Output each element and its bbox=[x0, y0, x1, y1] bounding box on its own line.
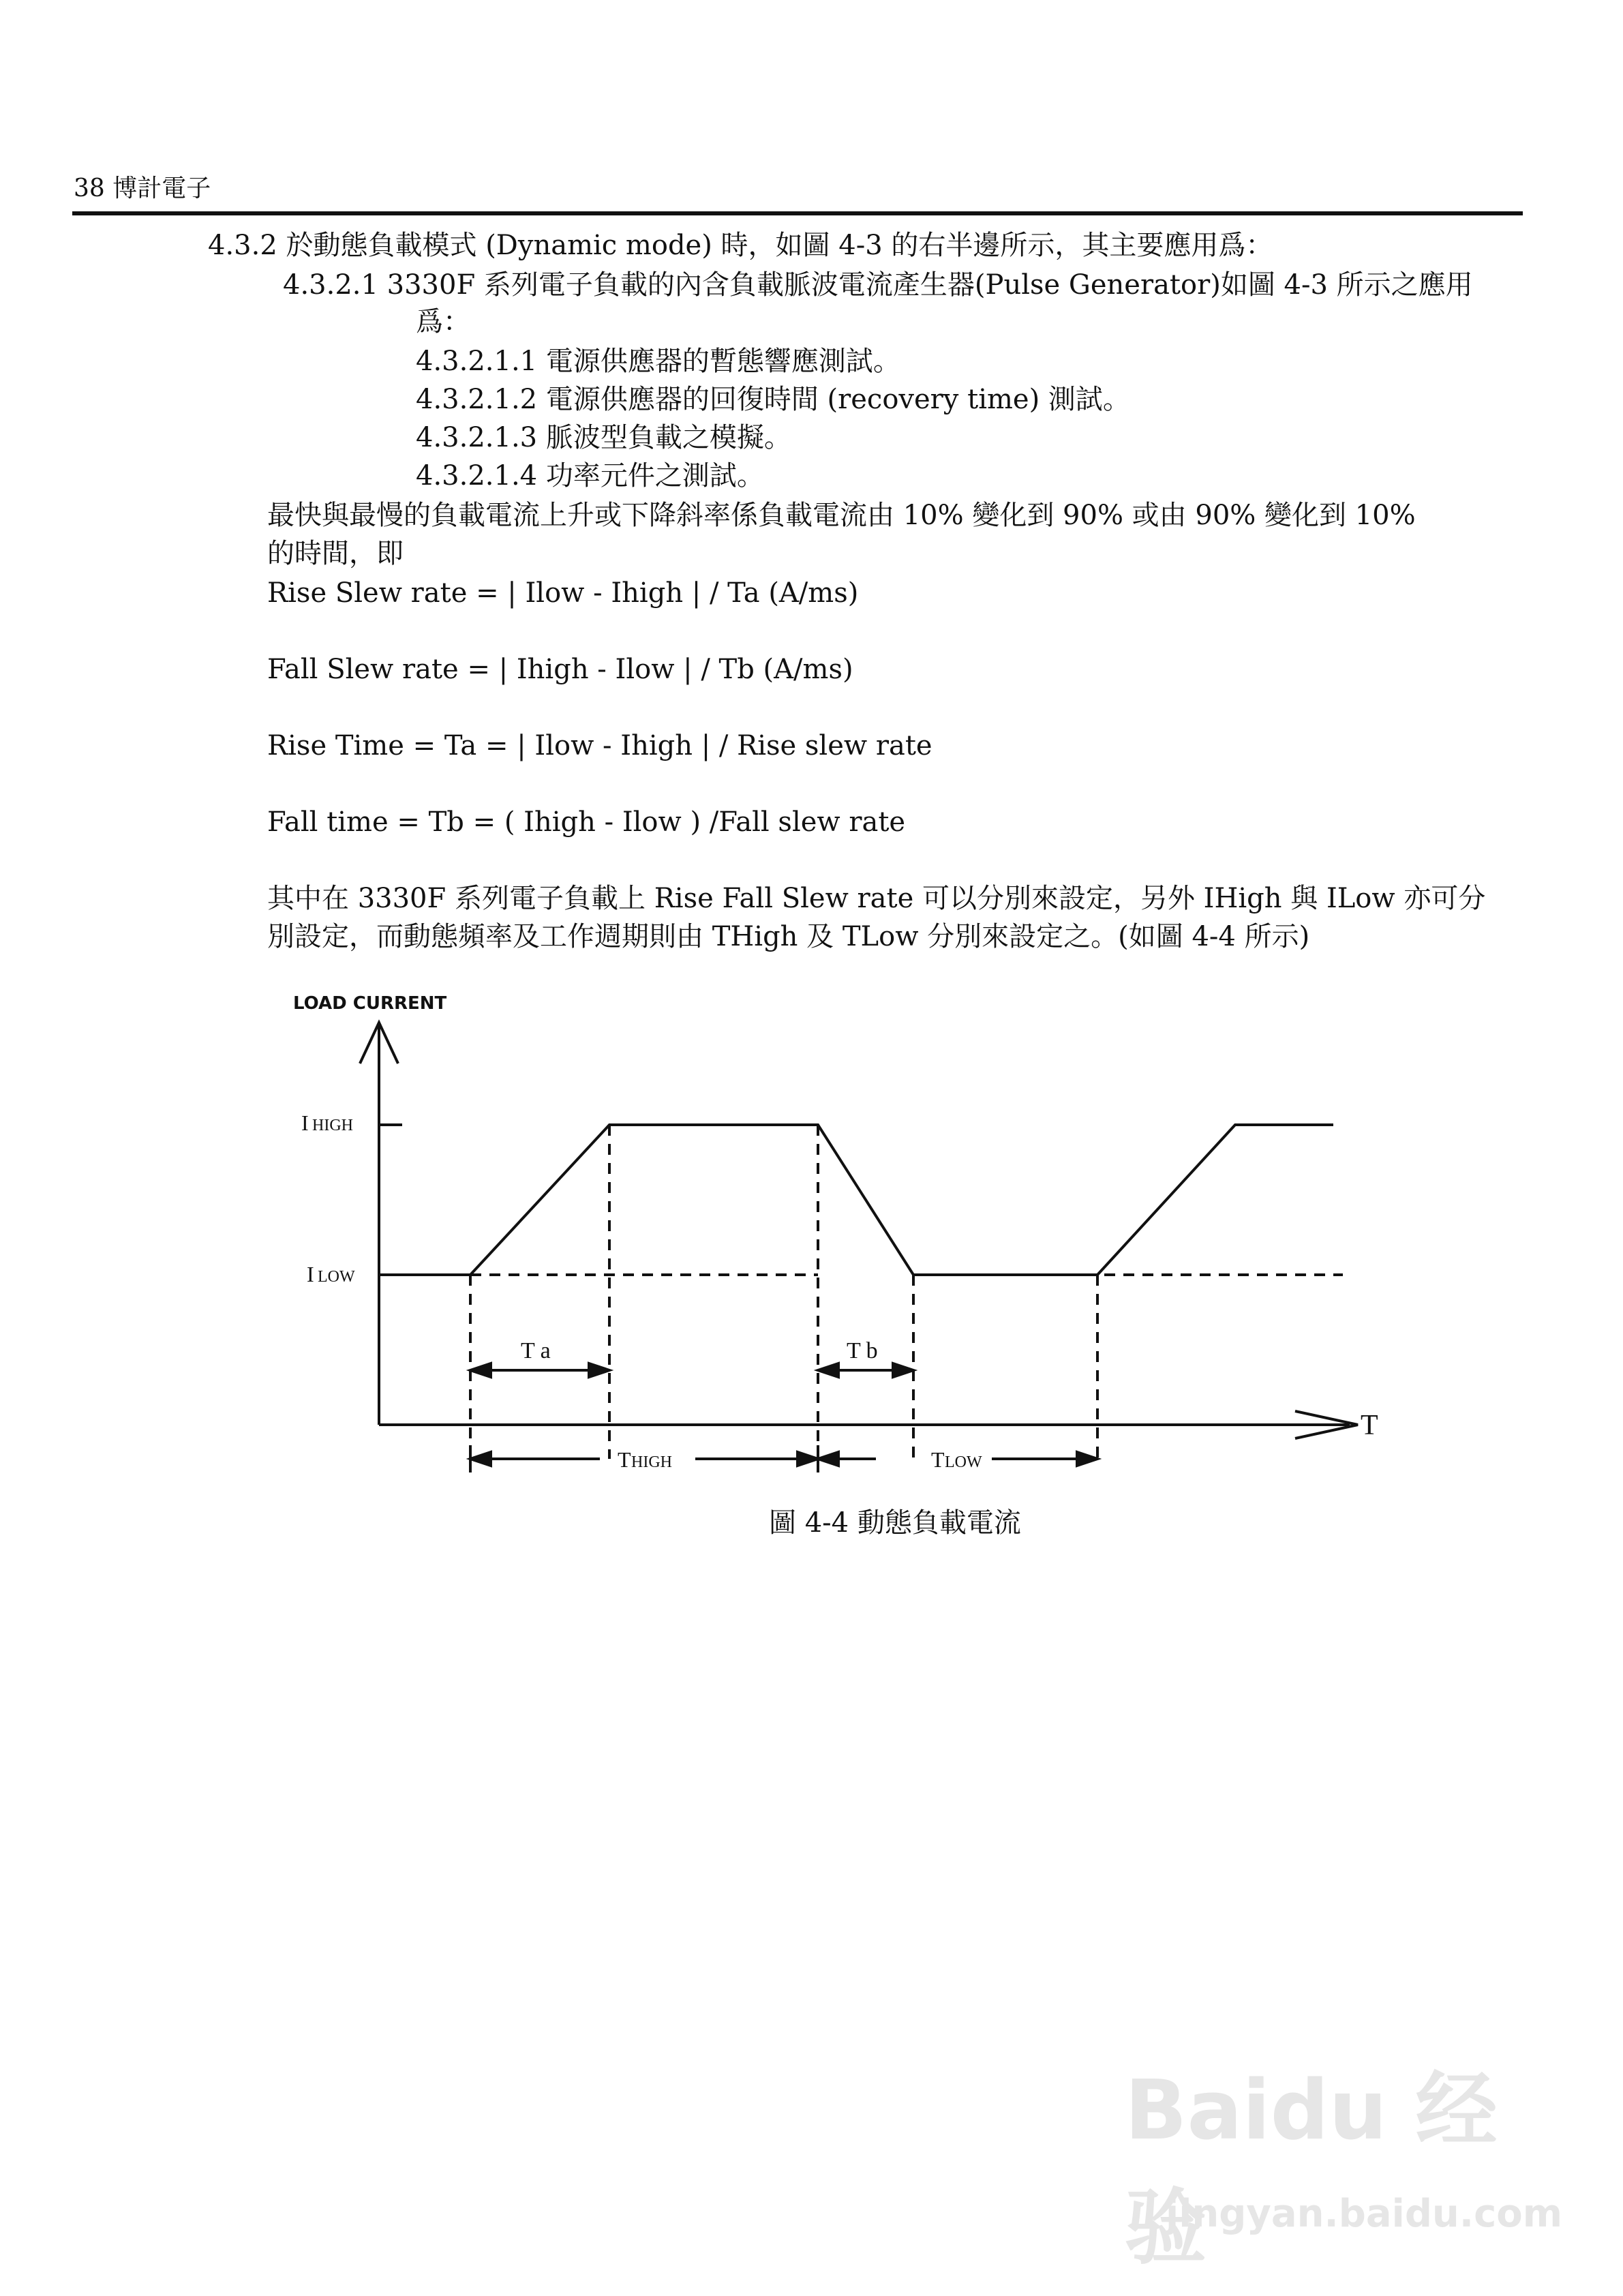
list-item: 4.3.2.1.2 電源供應器的回復時間 (recovery time) 測試。 bbox=[416, 384, 1130, 415]
thigh-arrow-left bbox=[470, 1452, 491, 1466]
ihigh-label-sub: HIGH bbox=[312, 1117, 353, 1134]
section-heading: 4.3.2 於動態負載模式 (Dynamic mode) 時，如圖 4-3 的右半邊所示，其主要應用爲： bbox=[208, 230, 1273, 261]
list-item: 4.3.2.1.3 脈波型負載之模擬。 bbox=[416, 422, 791, 453]
tb-arrow-right bbox=[893, 1363, 913, 1377]
current-waveform bbox=[379, 1125, 1333, 1275]
formula-fall-time: Fall time = Tb = ( Ihigh - Ilow ) /Fall slew rate bbox=[267, 806, 906, 838]
paragraph-1-line-1: 最快與最慢的負載電流上升或下降斜率係負載電流由 10% 變化到 90% 或由 90% 變化到 10% bbox=[267, 500, 1416, 531]
ta-arrow-right bbox=[589, 1363, 609, 1377]
ilow-label-main: I bbox=[307, 1262, 314, 1286]
y-axis-label: LOAD CURRENT bbox=[293, 993, 447, 1014]
tb-arrow-left bbox=[818, 1363, 838, 1377]
page-header: 38 博計電子 bbox=[74, 175, 211, 202]
paragraph-2-line-2: 別設定，而動態頻率及工作週期則由 THigh 及 TLow 分別來設定之。(如圖 4-4 所示) bbox=[267, 921, 1310, 952]
list-item: 4.3.2.1.1 電源供應器的暫態響應測試。 bbox=[416, 346, 900, 377]
thigh-label-sub: HIGH bbox=[631, 1453, 672, 1471]
ihigh-label-main: I bbox=[301, 1111, 309, 1135]
tb-label: T b bbox=[847, 1338, 878, 1363]
dynamic-load-current-diagram bbox=[259, 982, 1391, 1486]
ilow-label-sub: LOW bbox=[318, 1268, 355, 1286]
tlow-arrow-right bbox=[1077, 1452, 1097, 1466]
tlow-arrow-left bbox=[818, 1452, 838, 1466]
header-rule bbox=[72, 211, 1523, 215]
thigh-label-main: T bbox=[618, 1447, 631, 1472]
ta-label: T a bbox=[521, 1338, 551, 1363]
subsection-line-1: 4.3.2.1 3330F 系列電子負載的內含負載脈波電流產生器(Pulse Generator)如圖 4-3 所示之應用 bbox=[283, 269, 1473, 301]
formula-rise-slew-rate: Rise Slew rate = | Ilow - Ihigh | / Ta (A/ms) bbox=[267, 577, 859, 609]
paragraph-2-line-1: 其中在 3330F 系列電子負載上 Rise Fall Slew rate 可以分別來設定，另外 IHigh 與 ILow 亦可分 bbox=[267, 883, 1486, 914]
tlow-label-sub: LOW bbox=[945, 1453, 982, 1471]
subsection-line-2: 爲： bbox=[416, 306, 470, 337]
formula-fall-slew-rate: Fall Slew rate = | Ihigh - Ilow | / Tb (A/ms) bbox=[267, 654, 853, 685]
paragraph-1-line-2: 的時間，即 bbox=[267, 538, 404, 569]
baidu-watermark bbox=[1125, 2045, 1568, 2276]
list-item: 4.3.2.1.4 功率元件之測試。 bbox=[416, 460, 764, 492]
baidu-logo: Baidu 经验 bbox=[1125, 2064, 1498, 2276]
figure-caption: 圖 4-4 動態負載電流 bbox=[769, 1507, 1021, 1539]
tlow-label-main: T bbox=[931, 1447, 945, 1472]
x-axis-label: T bbox=[1361, 1410, 1378, 1441]
formula-rise-time: Rise Time = Ta = | Ilow - Ihigh | / Rise slew rate bbox=[267, 730, 932, 761]
watermark-url: jingyan.baidu.com bbox=[1166, 2192, 1563, 2236]
ta-arrow-left bbox=[470, 1363, 491, 1377]
